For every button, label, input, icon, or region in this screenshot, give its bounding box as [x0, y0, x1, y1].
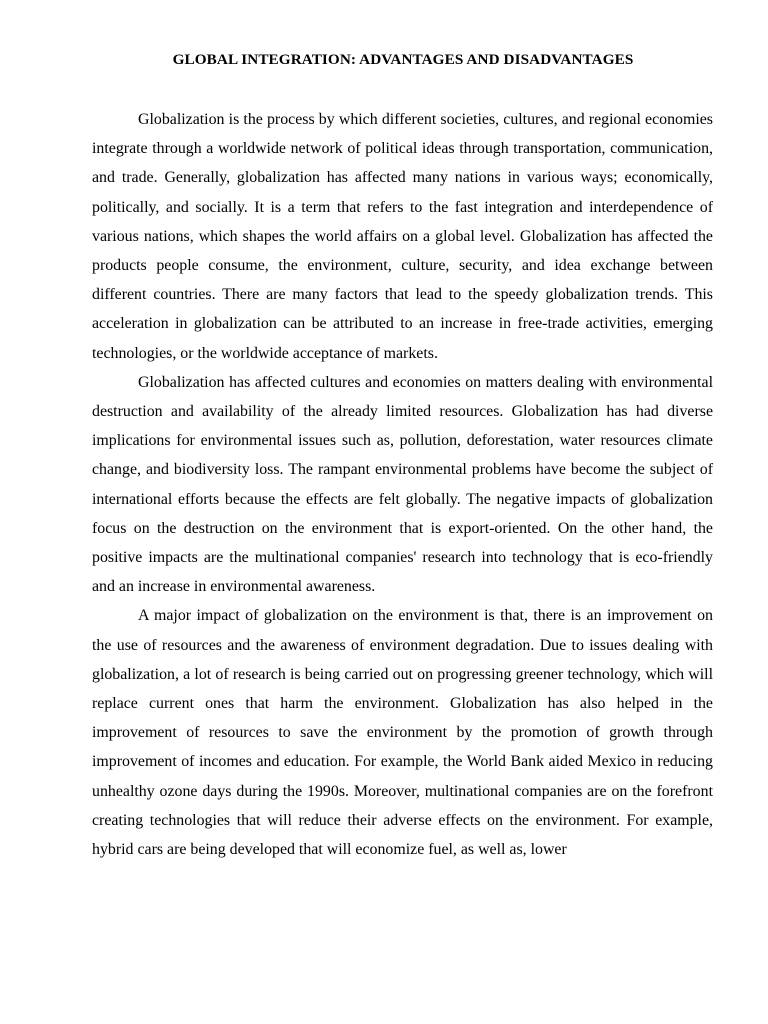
paragraph-2: Globalization has affected cultures and economies on matters dealing with environmental destruction and availability of the already limited resources. Globalization has had diverse implications for environmental issues such as, pollution, deforestation, water resources climate change, and biodiversity loss. The rampant environmental problems have become the subject of international efforts because the effects are felt globally. The negative impacts of globalization focus on the destruction on the environment that is export-oriented. On the other hand, the positive impacts are the multinational companies' research into technology that is eco-friendly and an increase in environmental awareness.	[92, 373, 713, 596]
document-title: GLOBAL INTEGRATION: ADVANTAGES AND DISADVANTAGES	[172, 51, 634, 68]
paragraph-1: Globalization is the process by which different societies, cultures, and regional economies integrate through a worldwide network of political ideas through transportation, communication, and trade. Generally, globalization has affected many nations in various ways; economically, politically, and socially. It is a term that refers to the fast integration and interdependence of various nations, which shapes the world affairs on a global level. Globalization has affected the products people consume, the environment, culture, security, and idea exchange between different countries. There are many factors that lead to the speedy globalization trends. This acceleration in globalization can be attributed to an increase in free-trade activities, emerging technologies, or the worldwide acceptance of markets.	[92, 111, 713, 362]
paragraph-3: A major impact of globalization on the environment is that, there is an improvement on the use of resources and the awareness of environment degradation. Due to issues dealing with globalization, a lot of research is being carried out on progressing greener technology, which will replace current ones that harm the environment. Globalization has also helped in the improvement of resources to save the environment by the promotion of growth through improvement of incomes and education. For example, the World Bank aided Mexico in reducing unhealthy ozone days during the 1990s. Moreover, multinational companies are on the forefront creating technologies that will reduce their adverse effects on the environment. For example, hybrid cars are being developed that will economize fuel, as well as, lower	[92, 607, 713, 859]
document-body	[92, 105, 713, 864]
